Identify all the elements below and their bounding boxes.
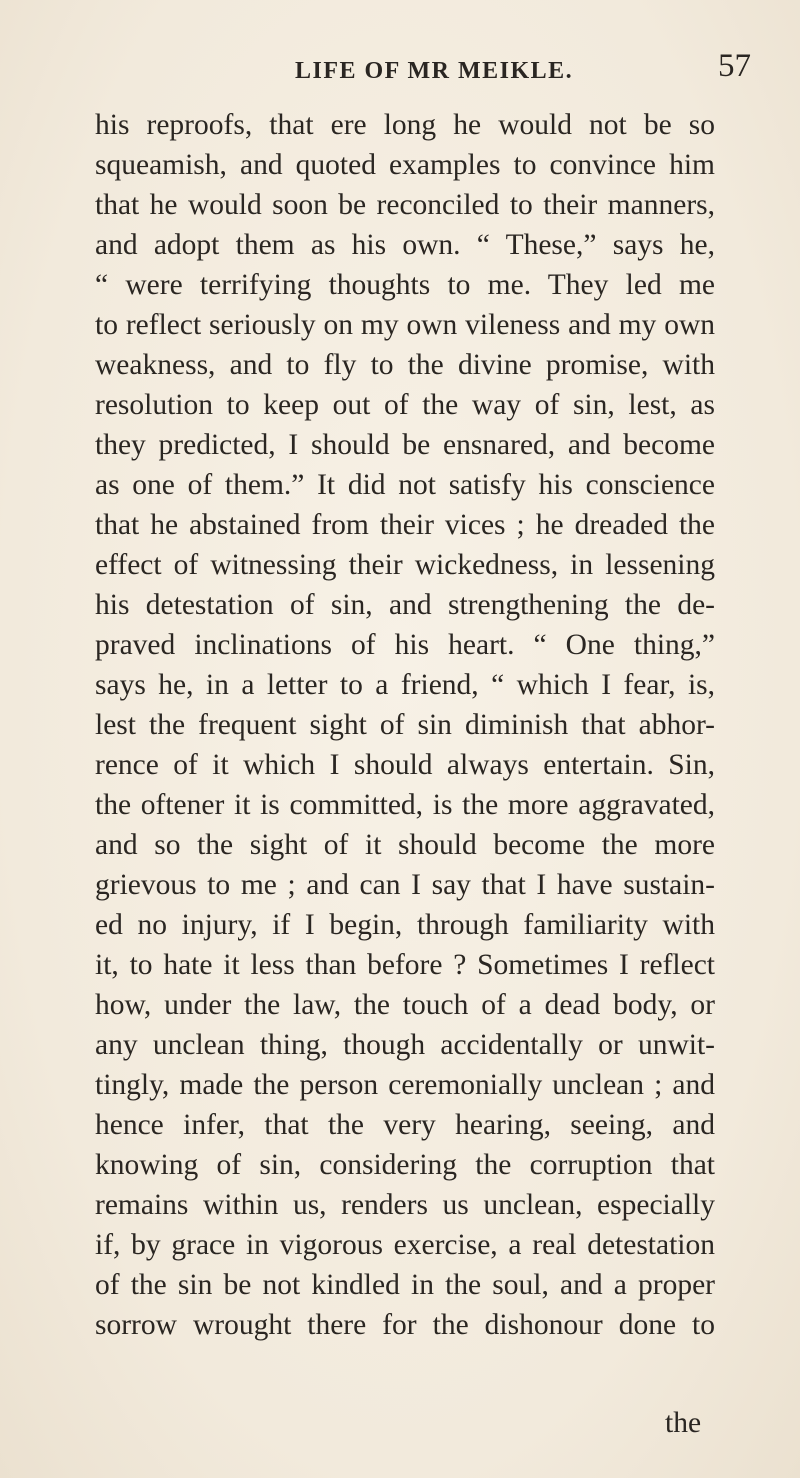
text-line: to reflect seriously on my own vileness and my own — [95, 309, 715, 341]
text-line: and so the sight of it should become the more — [95, 829, 715, 861]
text-line: effect of witnessing their wickedness, in lessening — [95, 549, 715, 581]
text-line: says he, in a letter to a friend, “ which I fear, is, — [95, 669, 715, 701]
text-line: “ were terrifying thoughts to me. They led me — [95, 269, 715, 301]
text-line: grievous to me ; and can I say that I have sustain- — [95, 869, 715, 901]
text-line: ed no injury, if I begin, through familiarity with — [95, 909, 715, 941]
text-line: resolution to keep out of the way of sin, lest, as — [95, 389, 715, 421]
page-number: 57 — [718, 48, 751, 84]
text-line: rence of it which I should always entertain. Sin, — [95, 749, 715, 781]
text-line: his reproofs, that ere long he would not be so — [95, 109, 715, 141]
text-line: praved inclinations of his heart. “ One thing,” — [95, 629, 715, 661]
text-line: tingly, made the person ceremonially unclean ; and — [95, 1069, 715, 1101]
text-line: it, to hate it less than before ? Sometimes I reflect — [95, 949, 715, 981]
text-line: sorrow wrought there for the dishonour done to — [95, 1309, 715, 1341]
text-line: of the sin be not kindled in the soul, and a proper — [95, 1269, 715, 1301]
text-line: if, by grace in vigorous exercise, a real detestation — [95, 1229, 715, 1261]
text-line: that he abstained from their vices ; he dreaded the — [95, 509, 715, 541]
text-line: lest the frequent sight of sin diminish that abhor- — [95, 709, 715, 741]
text-line: and adopt them as his own. “ These,” says he, — [95, 229, 715, 261]
text-line: squeamish, and quoted examples to convince him — [95, 149, 715, 181]
text-line: knowing of sin, considering the corruption that — [95, 1149, 715, 1181]
text-line: his detestation of sin, and strengthening the de- — [95, 589, 715, 621]
text-line: the oftener it is committed, is the more aggravated, — [95, 789, 715, 821]
text-line: hence infer, that the very hearing, seeing, and — [95, 1109, 715, 1141]
text-line: that he would soon be reconciled to their manners, — [95, 189, 715, 221]
text-line: how, under the law, the touch of a dead body, or — [95, 989, 715, 1021]
text-line: remains within us, renders us unclean, especially — [95, 1189, 715, 1221]
text-line: weakness, and to fly to the divine promise, with — [95, 349, 715, 381]
text-line: as one of them.” It did not satisfy his conscience — [95, 469, 715, 501]
text-line: they predicted, I should be ensnared, and become — [95, 429, 715, 461]
text-line: any unclean thing, though accidentally or unwit- — [95, 1029, 715, 1061]
catchword: the — [665, 1407, 702, 1439]
running-head-title: LIFE OF MR MEIKLE. — [295, 58, 574, 84]
